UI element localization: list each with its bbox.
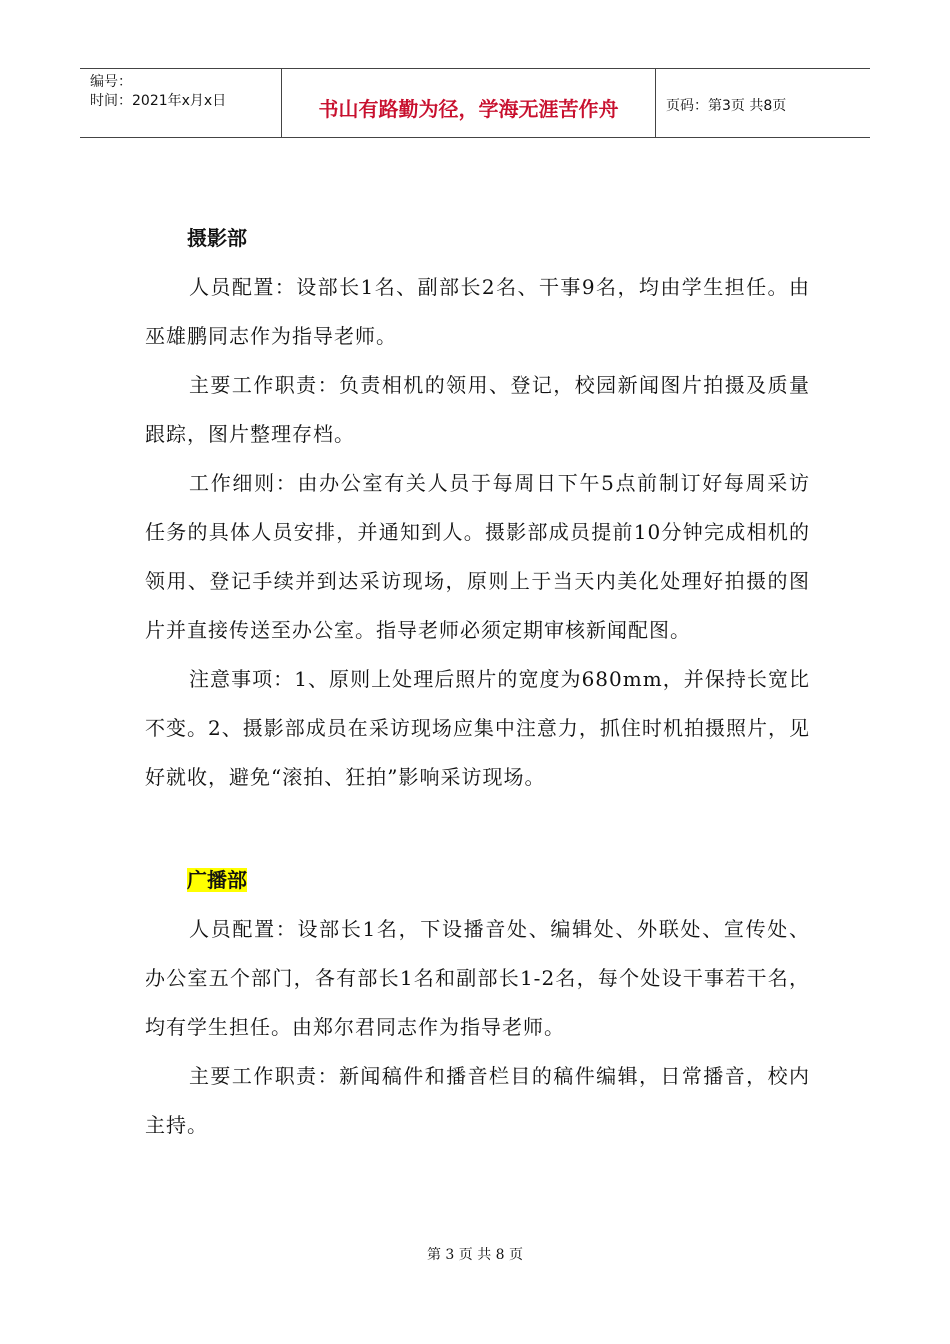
paragraph: 人员配置：设部长1名、副部长2名、干事9名，均由学生担任。由巫雄鹏同志作为指导老师。 — [145, 275, 810, 348]
section-spacer — [145, 802, 810, 856]
section-broadcast — [145, 856, 810, 1150]
header-page-label: 页码：第3页 共8页 — [666, 98, 787, 114]
document-body — [145, 214, 810, 1150]
paragraph: 人员配置：设部长1名，下设播音处、编辑处、外联处、宣传处、办公室五个部门，各有部长1名和副部长1-2名，每个处设干事若干名，均有学生担任。由郑尔君同志作为指导老师。 — [145, 917, 810, 1039]
section-photography — [145, 214, 810, 802]
section-title-highlighted: 广播部 — [187, 868, 247, 892]
page-header — [80, 68, 870, 138]
number-label: 编号： — [90, 74, 132, 90]
time-label: 时间：2021年x月x日 — [90, 93, 227, 109]
page-footer: 第 3 页 共 8 页 — [426, 1247, 524, 1263]
paragraph: 工作细则：由办公室有关人员于每周日下午5点前制订好每周采访任务的具体人员安排，并通知到人。摄影部成员提前10分钟完成相机的领用、登记手续并到达采访现场，原则上于当天内美化处理好拍摄的图片并直接传送至办公室。指导老师必须定期审核新闻配图。 — [145, 471, 810, 642]
paragraph: 注意事项：1、原则上处理后照片的宽度为680mm，并保持长宽比不变。2、摄影部成员在采访现场应集中注意力，抓住时机拍摄照片，见好就收，避免“滚拍、狂拍”影响采访现场。 — [145, 667, 810, 789]
header-motto: 书山有路勤为径，学海无涯苦作舟 — [282, 69, 656, 137]
section-title: 摄影部 — [187, 226, 247, 250]
header-meta-cell — [80, 69, 282, 137]
paragraph: 主要工作职责：新闻稿件和播音栏目的稿件编辑，日常播音，校内主持。 — [145, 1064, 810, 1137]
paragraph: 主要工作职责：负责相机的领用、登记，校园新闻图片拍摄及质量跟踪，图片整理存档。 — [145, 373, 810, 446]
